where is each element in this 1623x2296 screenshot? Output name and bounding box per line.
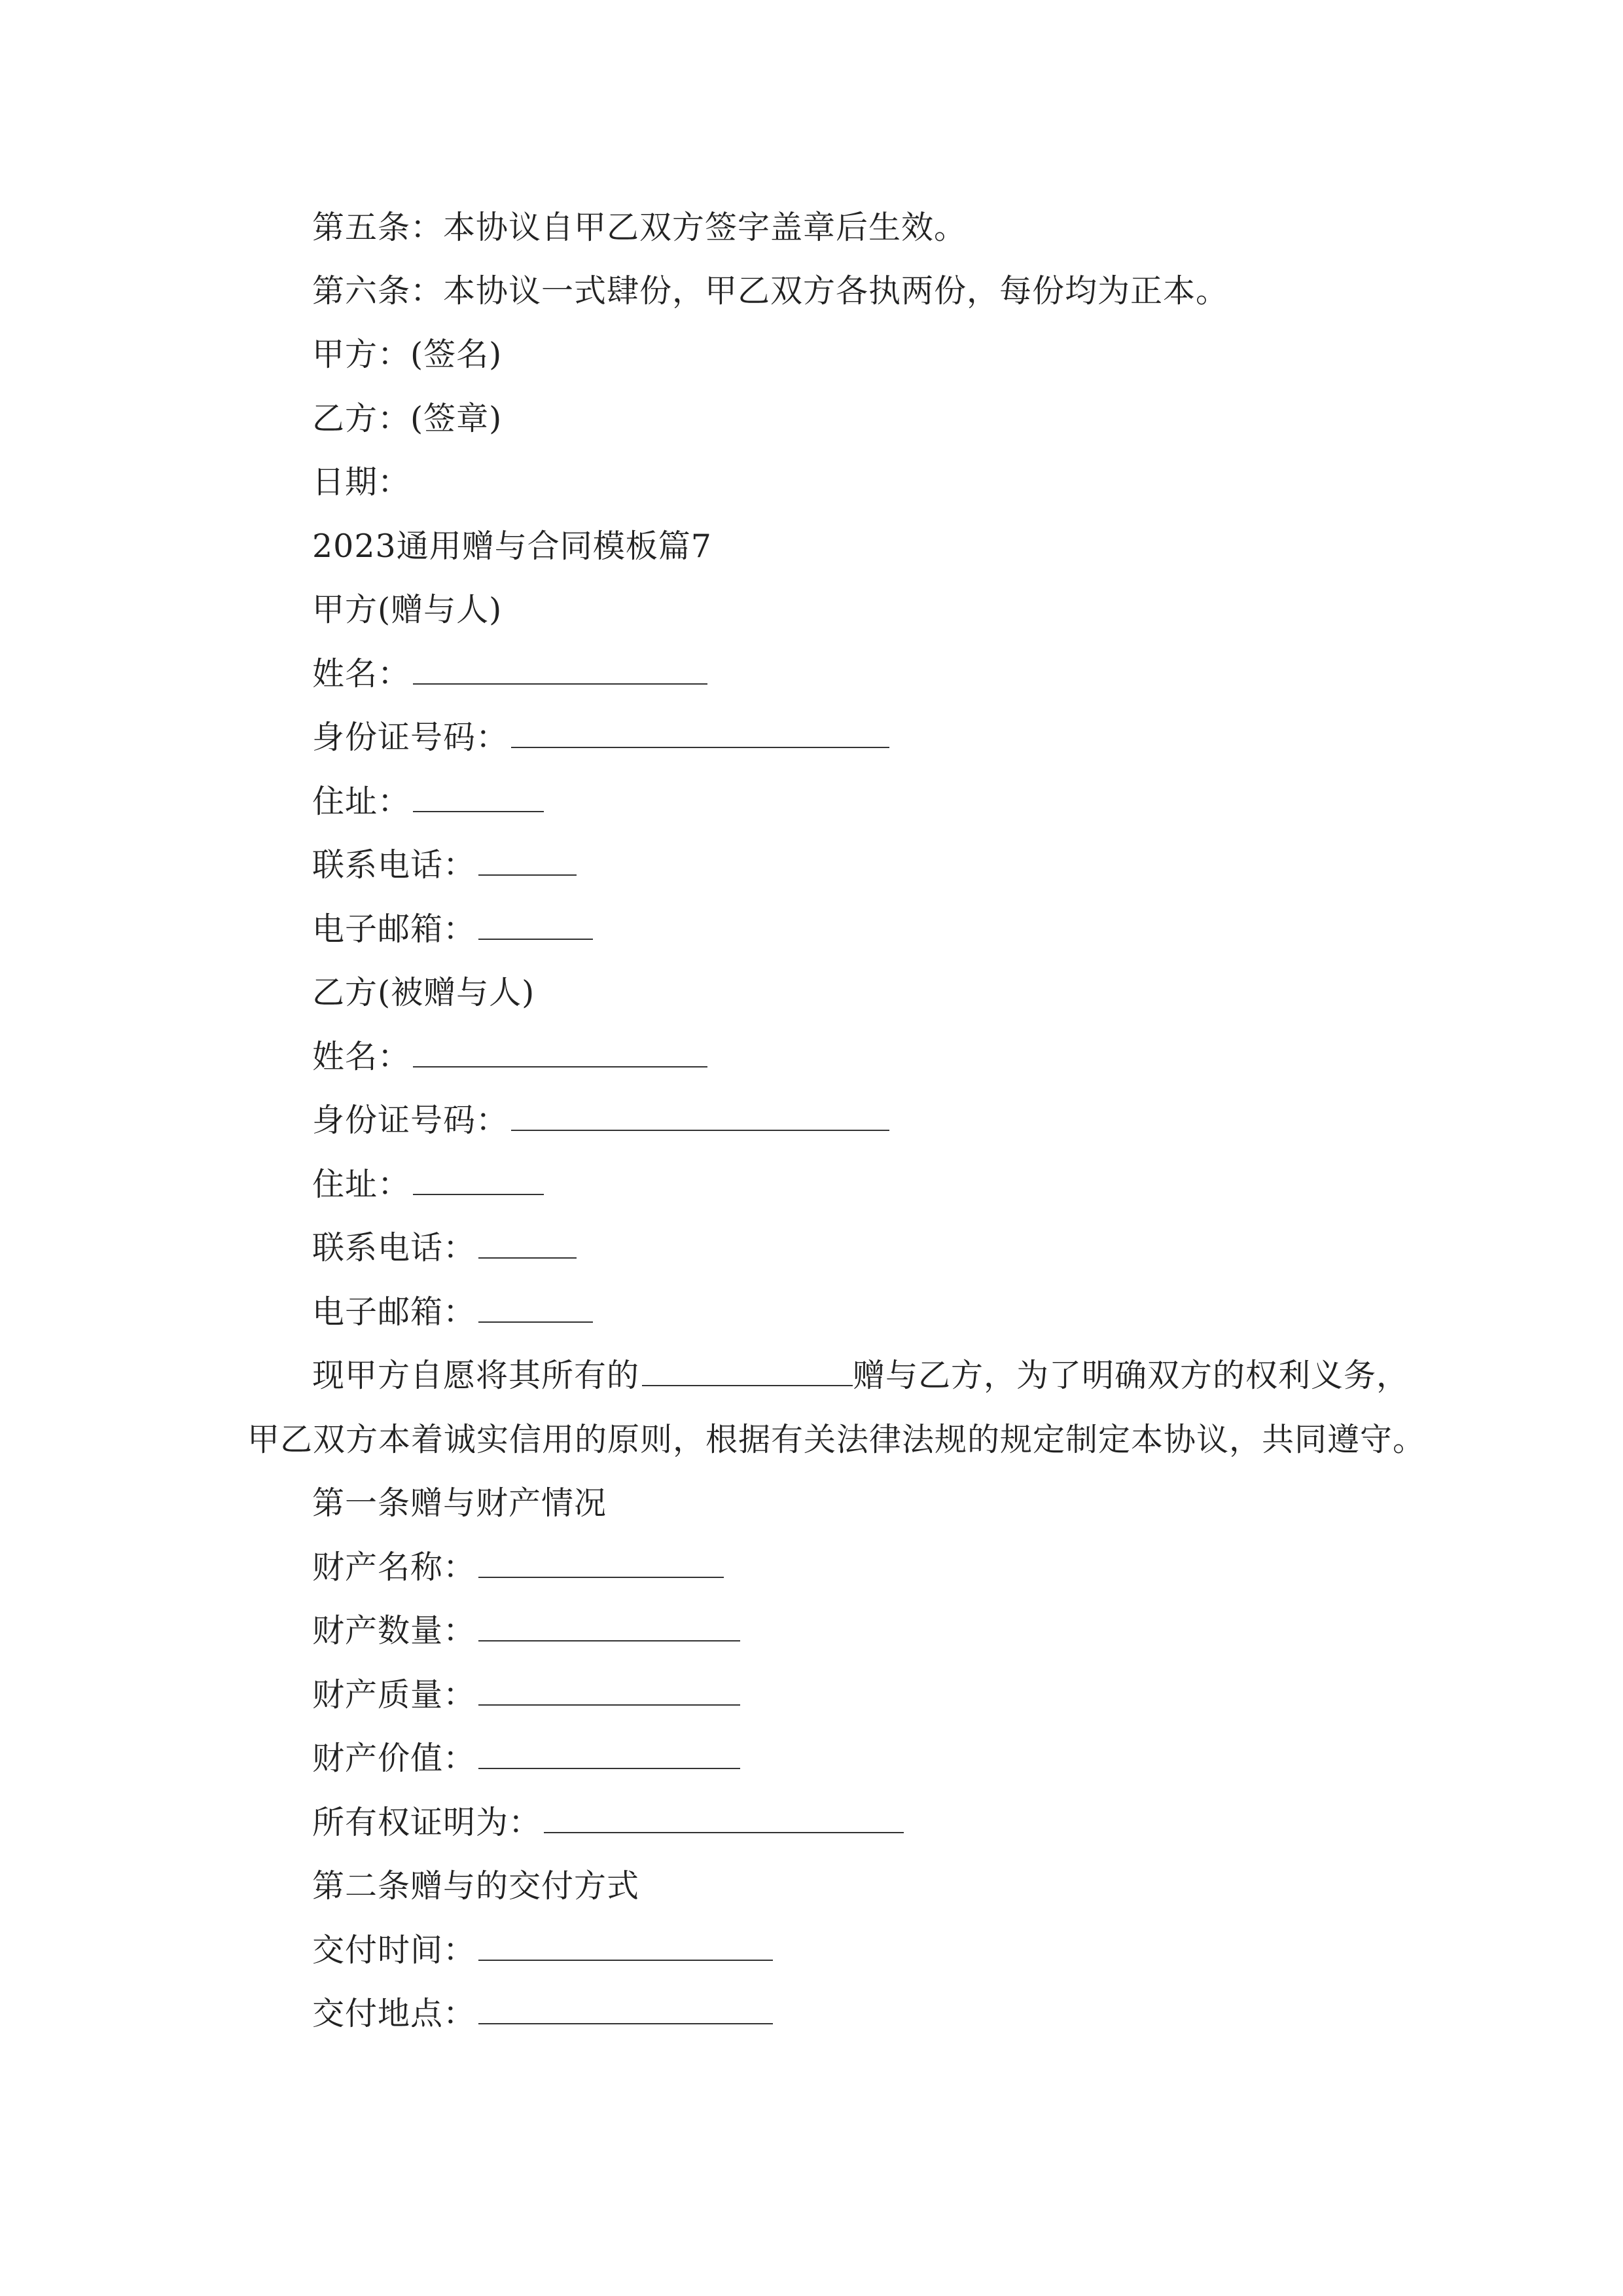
donor-address-row	[312, 782, 544, 821]
donor-id-row	[312, 718, 889, 757]
donee-email-row	[312, 1293, 593, 1332]
donor-id-label: 身份证号码：	[312, 719, 509, 756]
property-value-label: 财产价值：	[312, 1740, 476, 1777]
delivery-place-blank	[478, 1997, 773, 2024]
ownership-proof-label: 所有权证明为：	[312, 1804, 542, 1841]
intro-line-1	[312, 1356, 1409, 1395]
donee-email-label: 电子邮箱：	[312, 1293, 476, 1331]
article-2-title: 第二条赠与的交付方式	[312, 1867, 640, 1905]
delivery-place-label: 交付地点：	[312, 1995, 476, 2032]
property-quantity-blank	[478, 1614, 740, 1641]
donor-address-label: 住址：	[312, 783, 411, 820]
donee-heading: 乙方(被赠与人)	[312, 974, 535, 1011]
intro-part-2: 赠与乙方，为了明确双方的权利义务，	[853, 1357, 1410, 1394]
donor-name-blank	[413, 657, 707, 685]
property-name-blank	[478, 1551, 724, 1578]
property-quality-row	[312, 1676, 740, 1715]
donee-id-blank	[511, 1103, 889, 1131]
donor-name-row	[312, 655, 707, 694]
party-a-signature: 甲方：(签名)	[312, 336, 503, 373]
donee-name-blank	[413, 1040, 707, 1067]
donee-id-label: 身份证号码：	[312, 1102, 509, 1139]
donee-address-row	[312, 1165, 544, 1204]
donor-phone-row	[312, 846, 577, 885]
property-name-row	[312, 1548, 724, 1587]
delivery-place-row	[312, 1994, 773, 2034]
donor-address-blank	[413, 785, 544, 812]
template-title: 2023通用赠与合同模板篇7	[312, 528, 712, 565]
donor-email-label: 电子邮箱：	[312, 910, 476, 948]
party-b-signature: 乙方：(签章)	[312, 400, 503, 437]
donor-email-row	[312, 910, 593, 949]
property-quantity-row	[312, 1611, 740, 1651]
donee-email-blank	[478, 1295, 593, 1323]
donee-phone-label: 联系电话：	[312, 1229, 476, 1266]
donor-phone-label: 联系电话：	[312, 846, 476, 884]
donee-phone-blank	[478, 1231, 577, 1259]
article-6: 第六条：本协议一式肆份，甲乙双方各执两份，每份均为正本。	[312, 272, 1229, 310]
delivery-time-row	[312, 1931, 773, 1970]
property-value-row	[312, 1739, 740, 1778]
gift-item-blank	[642, 1359, 853, 1386]
property-quality-blank	[478, 1678, 740, 1706]
delivery-time-blank	[478, 1933, 773, 1961]
donor-email-blank	[478, 912, 593, 940]
donor-heading: 甲方(赠与人)	[312, 591, 503, 628]
delivery-time-label: 交付时间：	[312, 1931, 476, 1969]
property-value-blank	[478, 1742, 740, 1769]
donee-id-row	[312, 1101, 889, 1140]
donee-address-blank	[413, 1168, 544, 1195]
article-5: 第五条：本协议自甲乙双方签字盖章后生效。	[312, 209, 967, 246]
ownership-proof-row	[312, 1803, 904, 1842]
date-label: 日期：	[312, 463, 411, 501]
donee-address-label: 住址：	[312, 1166, 411, 1203]
ownership-proof-blank	[544, 1806, 904, 1833]
donee-phone-row	[312, 1229, 577, 1268]
property-name-label: 财产名称：	[312, 1549, 476, 1586]
article-1-title: 第一条赠与财产情况	[312, 1484, 607, 1522]
donor-name-label: 姓名：	[312, 655, 411, 692]
donor-id-blank	[511, 721, 889, 748]
donee-name-row	[312, 1037, 707, 1077]
property-quality-label: 财产质量：	[312, 1676, 476, 1713]
intro-part-1: 现甲方自愿将其所有的	[312, 1357, 640, 1394]
intro-line-2: 甲乙双方本着诚实信用的原则，根据有关法律法规的规定制定本协议，共同遵守。	[247, 1421, 1426, 1458]
property-quantity-label: 财产数量：	[312, 1612, 476, 1649]
donee-name-label: 姓名：	[312, 1038, 411, 1075]
donor-phone-blank	[478, 848, 577, 876]
